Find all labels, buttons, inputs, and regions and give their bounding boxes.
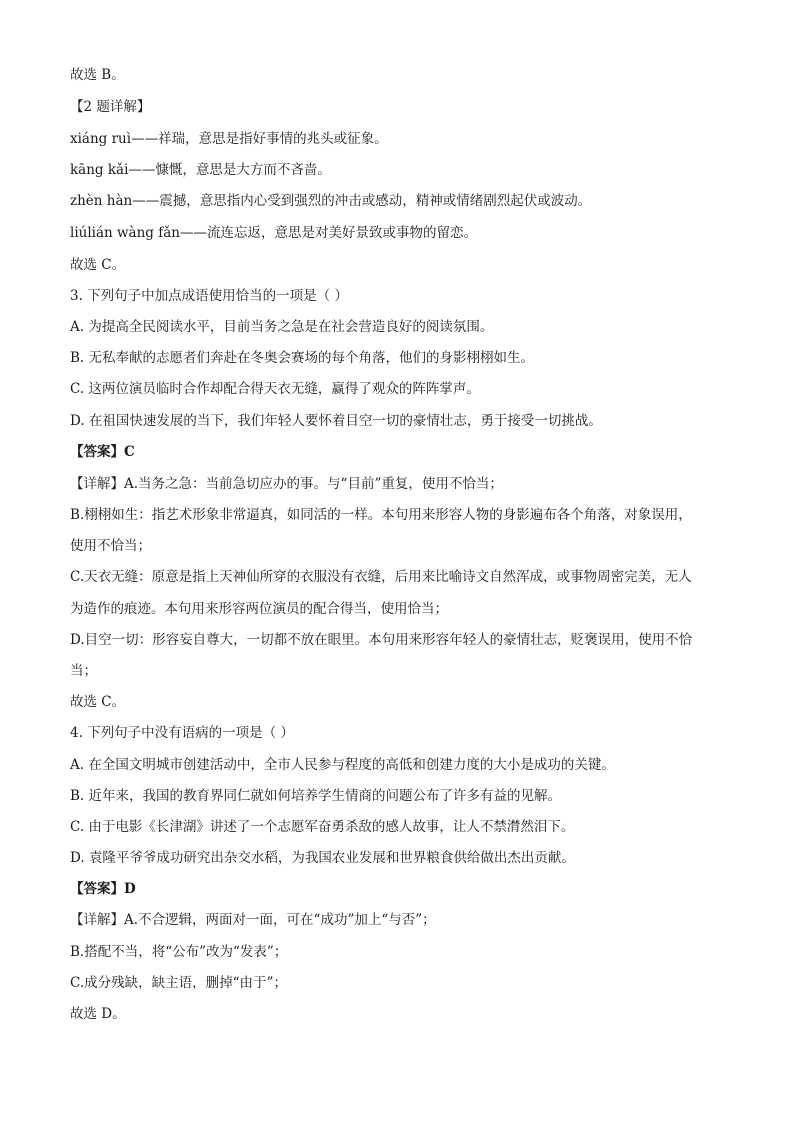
text-line: D.目空一切：形容妄自尊大，一切都不放在眼里。本句用来形容年轻人的豪情壮志，贬褒误用，使用不恰 [70,632,693,648]
text-line: 故选 C。 [70,257,126,273]
question-4-answer: 【答案】D [70,881,136,897]
question-4-option-c: C. 由于电影《长津湖》讲述了一个志愿军奋勇杀敌的感人故事，让人不禁潸然泪下。 [70,819,575,835]
question-4-option-b: B. 近年来，我国的教育界同仁就如何培养学生情商的问题公布了许多有益的见解。 [70,788,562,804]
question-3-option-c: C. 这两位演员临时合作却配合得天衣无缝，赢得了观众的阵阵掌声。 [70,381,480,397]
question-3-option-a: A. 为提高全民阅读水平，目前当务之急是在社会营造良好的阅读氛围。 [70,319,494,335]
text-line: 故选 C。 [70,694,126,710]
text-line: 【详解】A.不合逻辑，两面对一面，可在“成功”加上“与否”； [70,912,436,928]
text-line: kāng kǎi——慷慨，意思是大方而不吝啬。 [70,162,331,178]
text-line: 为造作的痕迹。本句用来形容两位演员的配合得当，使用恰当； [70,601,448,617]
question-3-answer: 【答案】C [70,444,135,460]
text-line: 【详解】A.当务之急：当前急切应办的事。与“目前”重复，使用不恰当； [70,476,503,492]
text-line: liúlián wàng fǎn——流连忘返，意思是对美好景致或事物的留恋。 [70,225,477,241]
question-3-stem: 3. 下列句子中加点成语使用恰当的一项是（ ） [70,288,348,304]
text-line: 故选 D。 [70,1006,126,1022]
question-4-option-a: A. 在全国文明城市创建活动中，全市人民参与程度的高低和创建力度的大小是成功的关键。 [70,757,615,773]
question-3-option-b: B. 无私奉献的志愿者们奔赴在冬奥会赛场的每个角落，他们的身影栩栩如生。 [70,350,535,366]
question-4-stem: 4. 下列句子中没有语病的一项是（ ） [70,725,294,741]
text-line: zhèn hàn——震撼，意思指内心受到强烈的冲击或感动，精神或情绪剧烈起伏或波动。 [70,193,592,209]
question-3-option-d: D. 在祖国快速发展的当下，我们年轻人要怀着目空一切的豪情壮志，勇于接受一切挑战。 [70,413,602,429]
text-line: 故选 B。 [70,67,125,83]
section-heading: 【2 题详解】 [70,99,151,115]
question-4-option-d: D. 袁隆平爷爷成功研究出杂交水稻，为我国农业发展和世界粮食供给做出杰出贡献。 [70,850,575,866]
text-line: 当； [70,663,97,679]
text-line: 使用不恰当； [70,538,151,554]
text-line: B.搭配不当，将“公布”改为“发表”； [70,944,288,960]
text-line: B.栩栩如生：指艺术形象非常逼真，如同活的一样。本句用来形容人物的身影遍布各个角落，对象误用， [70,507,692,523]
text-line: C.成分残缺，缺主语，删掉“由于”； [70,975,287,991]
text-line: xiáng ruì——祥瑞，意思是指好事情的兆头或征象。 [70,131,388,147]
text-line: C.天衣无缝：原意是指上天神仙所穿的衣服没有衣缝，后用来比喻诗文自然浑成，或事物周密完美，无人 [70,569,692,585]
